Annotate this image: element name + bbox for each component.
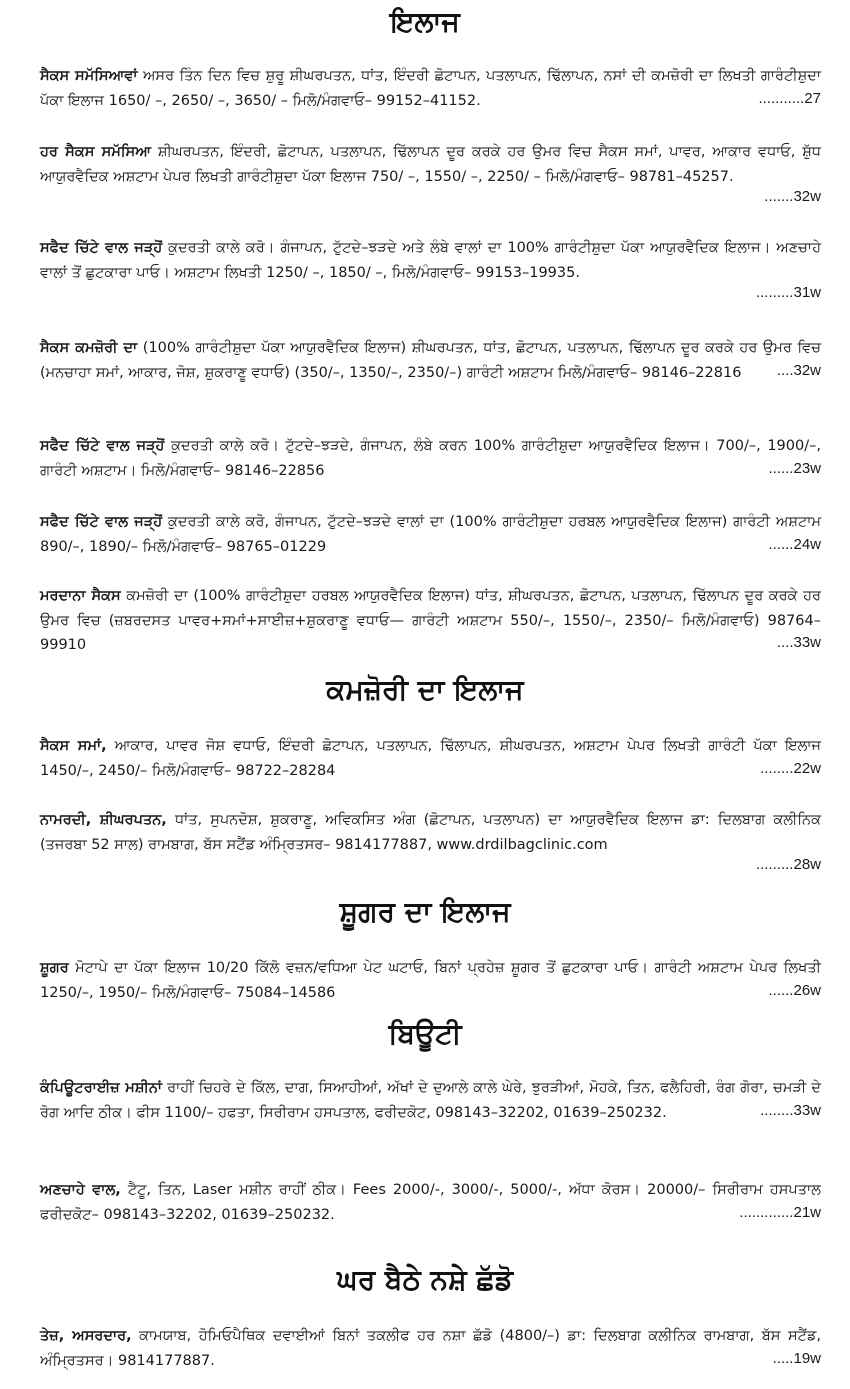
ad-lead: ਕੰਪਿਊਟਰਾਈਜ਼ ਮਸ਼ੀਨਾਂ: [40, 1080, 163, 1096]
ad-lead: ਸਫੈਦ ਚਿੱਟੇ ਵਾਲ ਜੜ੍ਹੋਂ: [40, 438, 165, 454]
ad-item: [40, 236, 821, 303]
ad-body: ਆਕਾਰ, ਪਾਵਰ ਜੋਸ਼ ਵਧਾਓ, ਇੰਦਰੀ ਛੋਟਾਪਨ, ਪਤਲਾਪਨ, ਢਿੱਲਾਪਨ, ਸ਼ੀਘਰਪਤਨ, ਅਸ਼ਟਾਮ ਪੇਪਰ ਲਿਖਤੀ ਗਾਰੰਟੀ ਪੱਕਾ ਇਲਾਜ 1450/–, 2450/– ਮਿਲੋ/ਮੰਗਵਾਓ– 98722–28284: [40, 738, 821, 779]
ad-lead: ਸਫੈਦ ਚਿੱਟੇ ਵਾਲ ਜੜ੍ਹੋਂ: [40, 514, 163, 530]
ad-item: [40, 64, 821, 113]
ad-item: [40, 510, 821, 559]
ad-body: ਟੈਟੂ, ਤਿਨ, Laser ਮਸ਼ੀਨ ਰਾਹੀਂ ਠੀਕ। Fees 2000/-, 3000/-, 5000/-, ਅੱਧਾ ਕੋਰਸ। 20000/– ਸਿਰੀਰਾਮ ਹਸਪਤਾਲ ਫਰੀਦਕੋਟ– 098143–32202, 01639–250232.: [40, 1182, 821, 1223]
ad-code: .......32w: [764, 188, 821, 205]
ad-lead: ਮਰਦਾਨਾ ਸੈਕਸ: [40, 588, 121, 604]
ad-code: ......23w: [768, 459, 821, 477]
ad-code: .............21w: [739, 1203, 821, 1221]
ad-body: ਕੁਦਰਤੀ ਕਾਲੇ ਕਰੋ। ਗੰਜਾਪਨ, ਟੁੱਟਦੇ–ਝੜਦੇ ਅਤੇ ਲੰਬੇ ਵਾਲਾਂ ਦਾ 100% ਗਾਰੰਟੀਸ਼ੁਦਾ ਪੱਕਾ ਆਯੁਰਵੈਦਿਕ ਇਲਾਜ। ਅਣਚਾਹੇ ਵਾਲਾਂ ਤੋਂ ਛੁਟਕਾਰਾ ਪਾਓ। ਅਸ਼ਟਾਮ ਲਿਖਤੀ 1250/ –, 1850/ –, ਮਿਲੋ/ਮੰਗਵਾਓ– 99153–19935.: [40, 240, 821, 281]
ad-body: ਕੁਦਰਤੀ ਕਾਲੇ ਕਰੋ। ਟੁੱਟਦੇ–ਝੜਦੇ, ਗੰਜਾਪਨ, ਲੰਬੇ ਕਰਨ 100% ਗਾਰੰਟੀਸ਼ੁਦਾ ਆਯੁਰਵੈਦਿਕ ਇਲਾਜ। 700/–, 1900/–, ਗਾਰੰਟੀ ਅਸ਼ਟਾਮ। ਮਿਲੋ/ਮੰਗਵਾਓ– 98146–22856: [40, 438, 821, 479]
ad-item: [40, 336, 821, 385]
ad-body: ਰਾਹੀਂ ਚਿਹਰੇ ਦੇ ਕਿੱਲ, ਦਾਗ, ਸਿਆਹੀਆਂ, ਅੱਖਾਂ ਦੇ ਦੁਆਲੇ ਕਾਲੇ ਘੇਰੇ, ਝੁਰੜੀਆਂ, ਮੋਹਕੇ, ਤਿਨ, ਫਲੈਹਿਰੀ, ਰੰਗ ਗੋਰਾ, ਚਮੜੀ ਦੇ ਰੋਗ ਆਦਿ ਠੀਕ। ਫੀਸ 1100/– ਹਫਤਾ, ਸਿਰੀਰਾਮ ਹਸਪਤਾਲ, ਫਰੀਦਕੋਟ, 098143–32202, 01639–250232.: [40, 1080, 821, 1121]
ad-lead: ਅਣਚਾਹੇ ਵਾਲ,: [40, 1182, 121, 1198]
ad-item: [40, 1178, 821, 1227]
ad-item: [40, 808, 821, 875]
ad-lead: ਤੇਜ਼, ਅਸਰਦਾਰ,: [40, 1328, 132, 1344]
section-heading-sugar: ਸ਼ੂਗਰ ਦਾ ਇਲਾਜ: [339, 895, 511, 928]
section-heading-quit-addiction: ਘਰ ਬੈਠੇ ਨਸ਼ੇ ਛੱਡੋ: [336, 1263, 514, 1296]
ad-body: ਕਾਮਯਾਬ, ਹੋਮਿਓਪੈਥਿਕ ਦਵਾਈਆਂ ਬਿਨਾਂ ਤਕਲੀਫ ਹਰ ਨਸ਼ਾ ਛੱਡੋ (4800/–) ਡਾ: ਦਿਲਬਾਗ ਕਲੀਨਿਕ ਰਾਮਬਾਗ, ਬੱਸ ਸਟੈਂਡ, ਅੰਮ੍ਰਿਤਸਰ। 9814177887.: [40, 1328, 821, 1369]
section-heading-weakness: ਕਮਜ਼ੋਰੀ ਦਾ ਇਲਾਜ: [326, 673, 524, 706]
ad-item: [40, 434, 821, 483]
ad-item: [40, 584, 821, 658]
ad-lead: ਸੈਕਸ ਸਮਾਂ,: [40, 738, 107, 754]
ad-code: .........28w: [755, 856, 821, 873]
ad-code: ...........27: [758, 89, 821, 107]
ad-body: ਧਾਂਤ, ਸੁਪਨਦੋਸ਼, ਸ਼ੁਕਰਾਣੂ, ਅਵਿਕਸਿਤ ਅੰਗ (ਛੋਟਾਪਨ, ਪਤਲਾਪਨ) ਦਾ ਆਯੁਰਵੈਦਿਕ ਇਲਾਜ ਡਾ: ਦਿਲਬਾਗ ਕਲੀਨਿਕ (ਤਜਰਬਾ 52 ਸਾਲ) ਰਾਮਬਾਗ, ਬੱਸ ਸਟੈਂਡ ਅੰਮ੍ਰਿਤਸਰ– 9814177887, www.drdilbagclinic.com: [40, 812, 822, 853]
ad-item: [40, 734, 821, 783]
ad-body: ਮੋਟਾਪੇ ਦਾ ਪੱਕਾ ਇਲਾਜ 10/20 ਕਿੱਲੋ ਵਜ਼ਨ/ਵਧਿਆ ਪੇਟ ਘਟਾਓ, ਬਿਨਾਂ ਪ੍ਰਹੇਜ਼ ਸ਼ੂਗਰ ਤੋਂ ਛੁਟਕਾਰਾ ਪਾਓ। ਗਾਰੰਟੀ ਅਸ਼ਟਾਮ ਪੇਪਰ ਲਿਖਤੀ 1250/–, 1950/– ਮਿਲੋ/ਮੰਗਵਾਓ– 75084–14586: [40, 960, 821, 1001]
ad-item: [40, 1324, 821, 1373]
section-heading-treatment: ਇਲਾਜ: [390, 5, 460, 38]
ad-code: .....19w: [772, 1349, 821, 1367]
ad-body: ਕਮਜ਼ੋਰੀ ਦਾ (100% ਗਾਰੰਟੀਸ਼ੁਦਾ ਹਰਬਲ ਆਯੁਰਵੈਦਿਕ ਇਲਾਜ) ਧਾਂਤ, ਸ਼ੀਘਰਪਤਨ, ਛੋਟਾਪਨ, ਪਤਲਾਪਨ, ਢਿੱਲਾਪਨ ਦੂਰ ਕਰਕੇ ਹਰ ਉਮਰ ਵਿਚ (ਜ਼ਬਰਦਸਤ ਪਾਵਰ+ਸਮਾਂ+ਸਾਈਜ਼+ਸ਼ੁਕਰਾਣੂ ਵਧਾਓ— ਗਾਰੰਟੀ ਅਸ਼ਟਾਮ 550/–, 1550/–, 2350/– ਮਿਲੋ/ਮੰਗਵਾਓ) 98764–99910: [40, 588, 821, 653]
ad-body: ਅਸਰ ਤਿੰਨ ਦਿਨ ਵਿਚ ਸ਼ੁਰੂ ਸ਼ੀਘਰਪਤਨ, ਧਾਂਤ, ਇੰਦਰੀ ਛੋਟਾਪਨ, ਪਤਲਾਪਨ, ਢਿੱਲਾਪਨ, ਨਸਾਂ ਦੀ ਕਮਜ਼ੋਰੀ ਦਾ ਲਿਖਤੀ ਗਾਰੰਟੀਸ਼ੁਦਾ ਪੱਕਾ ਇਲਾਜ 1650/ –, 2650/ –, 3650/ – ਮਿਲੋ/ਮੰਗਵਾਓ– 99152–41152.: [40, 68, 822, 109]
ad-lead: ਨਾਮਰਦੀ, ਸ਼ੀਘਰਪਤਨ,: [40, 812, 167, 828]
ad-code: ......26w: [768, 981, 821, 999]
ad-lead: ਸਫੈਦ ਚਿੱਟੇ ਵਾਲ ਜੜ੍ਹੋਂ: [40, 240, 163, 256]
section-heading-beauty: ਬਿਊਟੀ: [388, 1017, 462, 1050]
ad-code: ......24w: [768, 535, 821, 553]
ad-code: ....33w: [776, 634, 821, 651]
ad-body: (100% ਗਾਰੰਟੀਸ਼ੁਦਾ ਪੱਕਾ ਆਯੁਰਵੈਦਿਕ ਇਲਾਜ) ਸ਼ੀਘਰਪਤਨ, ਧਾਂਤ, ਛੋਟਾਪਨ, ਪਤਲਾਪਨ, ਢਿੱਲਾਪਨ ਦੂਰ ਕਰਕੇ ਹਰ ਉਮਰ ਵਿਚ (ਮਨਚਾਹਾ ਸਮਾਂ, ਆਕਾਰ, ਜੋਸ਼, ਸ਼ੁਕਰਾਣੂ ਵਧਾਓ) (350/–, 1350/–, 2350/–) ਗਾਰੰਟੀ ਅਸ਼ਟਾਮ ਮਿਲੋ/ਮੰਗਵਾਓ– 98146–22816: [40, 340, 821, 381]
ad-lead: ਸੈਕਸ ਸਮੱਸਿਆਵਾਂ: [40, 68, 138, 84]
ad-code: .........31w: [755, 284, 821, 301]
ad-item: [40, 140, 821, 207]
ad-code: ........22w: [760, 759, 821, 777]
ad-lead: ਸ਼ੂਗਰ: [40, 960, 69, 976]
ad-lead: ਹਰ ਸੈਕਸ ਸਮੱਸਿਆ: [40, 144, 151, 160]
ad-item: [40, 956, 821, 1005]
ad-code: ........33w: [760, 1101, 821, 1119]
ad-item: [40, 1076, 821, 1125]
ad-body: ਕੁਦਰਤੀ ਕਾਲੇ ਕਰੋ, ਗੰਜਾਪਨ, ਟੁੱਟਦੇ–ਝੜਦੇ ਵਾਲਾਂ ਦਾ (100% ਗਾਰੰਟੀਸ਼ੁਦਾ ਹਰਬਲ ਆਯੁਰਵੈਦਿਕ ਇਲਾਜ) ਗਾਰੰਟੀ ਅਸ਼ਟਾਮ 890/–, 1890/– ਮਿਲੋ/ਮੰਗਵਾਓ– 98765–01229: [40, 514, 821, 555]
ad-lead: ਸੈਕਸ ਕਮਜ਼ੋਰੀ ਦਾ: [40, 340, 138, 356]
ad-code: ....32w: [776, 361, 821, 379]
ad-body: ਸ਼ੀਘਰਪਤਨ, ਇੰਦਰੀ, ਛੋਟਾਪਨ, ਪਤਲਾਪਨ, ਢਿੱਲਾਪਨ ਦੂਰ ਕਰਕੇ ਹਰ ਉਮਰ ਵਿਚ ਸੈਕਸ ਸਮਾਂ, ਪਾਵਰ, ਆਕਾਰ ਵਧਾਓ, ਸ਼ੁੱਧ ਆਯੁਰਵੈਦਿਕ ਅਸ਼ਟਾਮ ਪੇਪਰ ਲਿਖਤੀ ਗਾਰੰਟੀਸ਼ੁਦਾ ਪੱਕਾ ਇਲਾਜ 750/ –, 1550/ –, 2250/ – ਮਿਲੋ/ਮੰਗਵਾਓ– 98781–45257.: [40, 144, 821, 185]
